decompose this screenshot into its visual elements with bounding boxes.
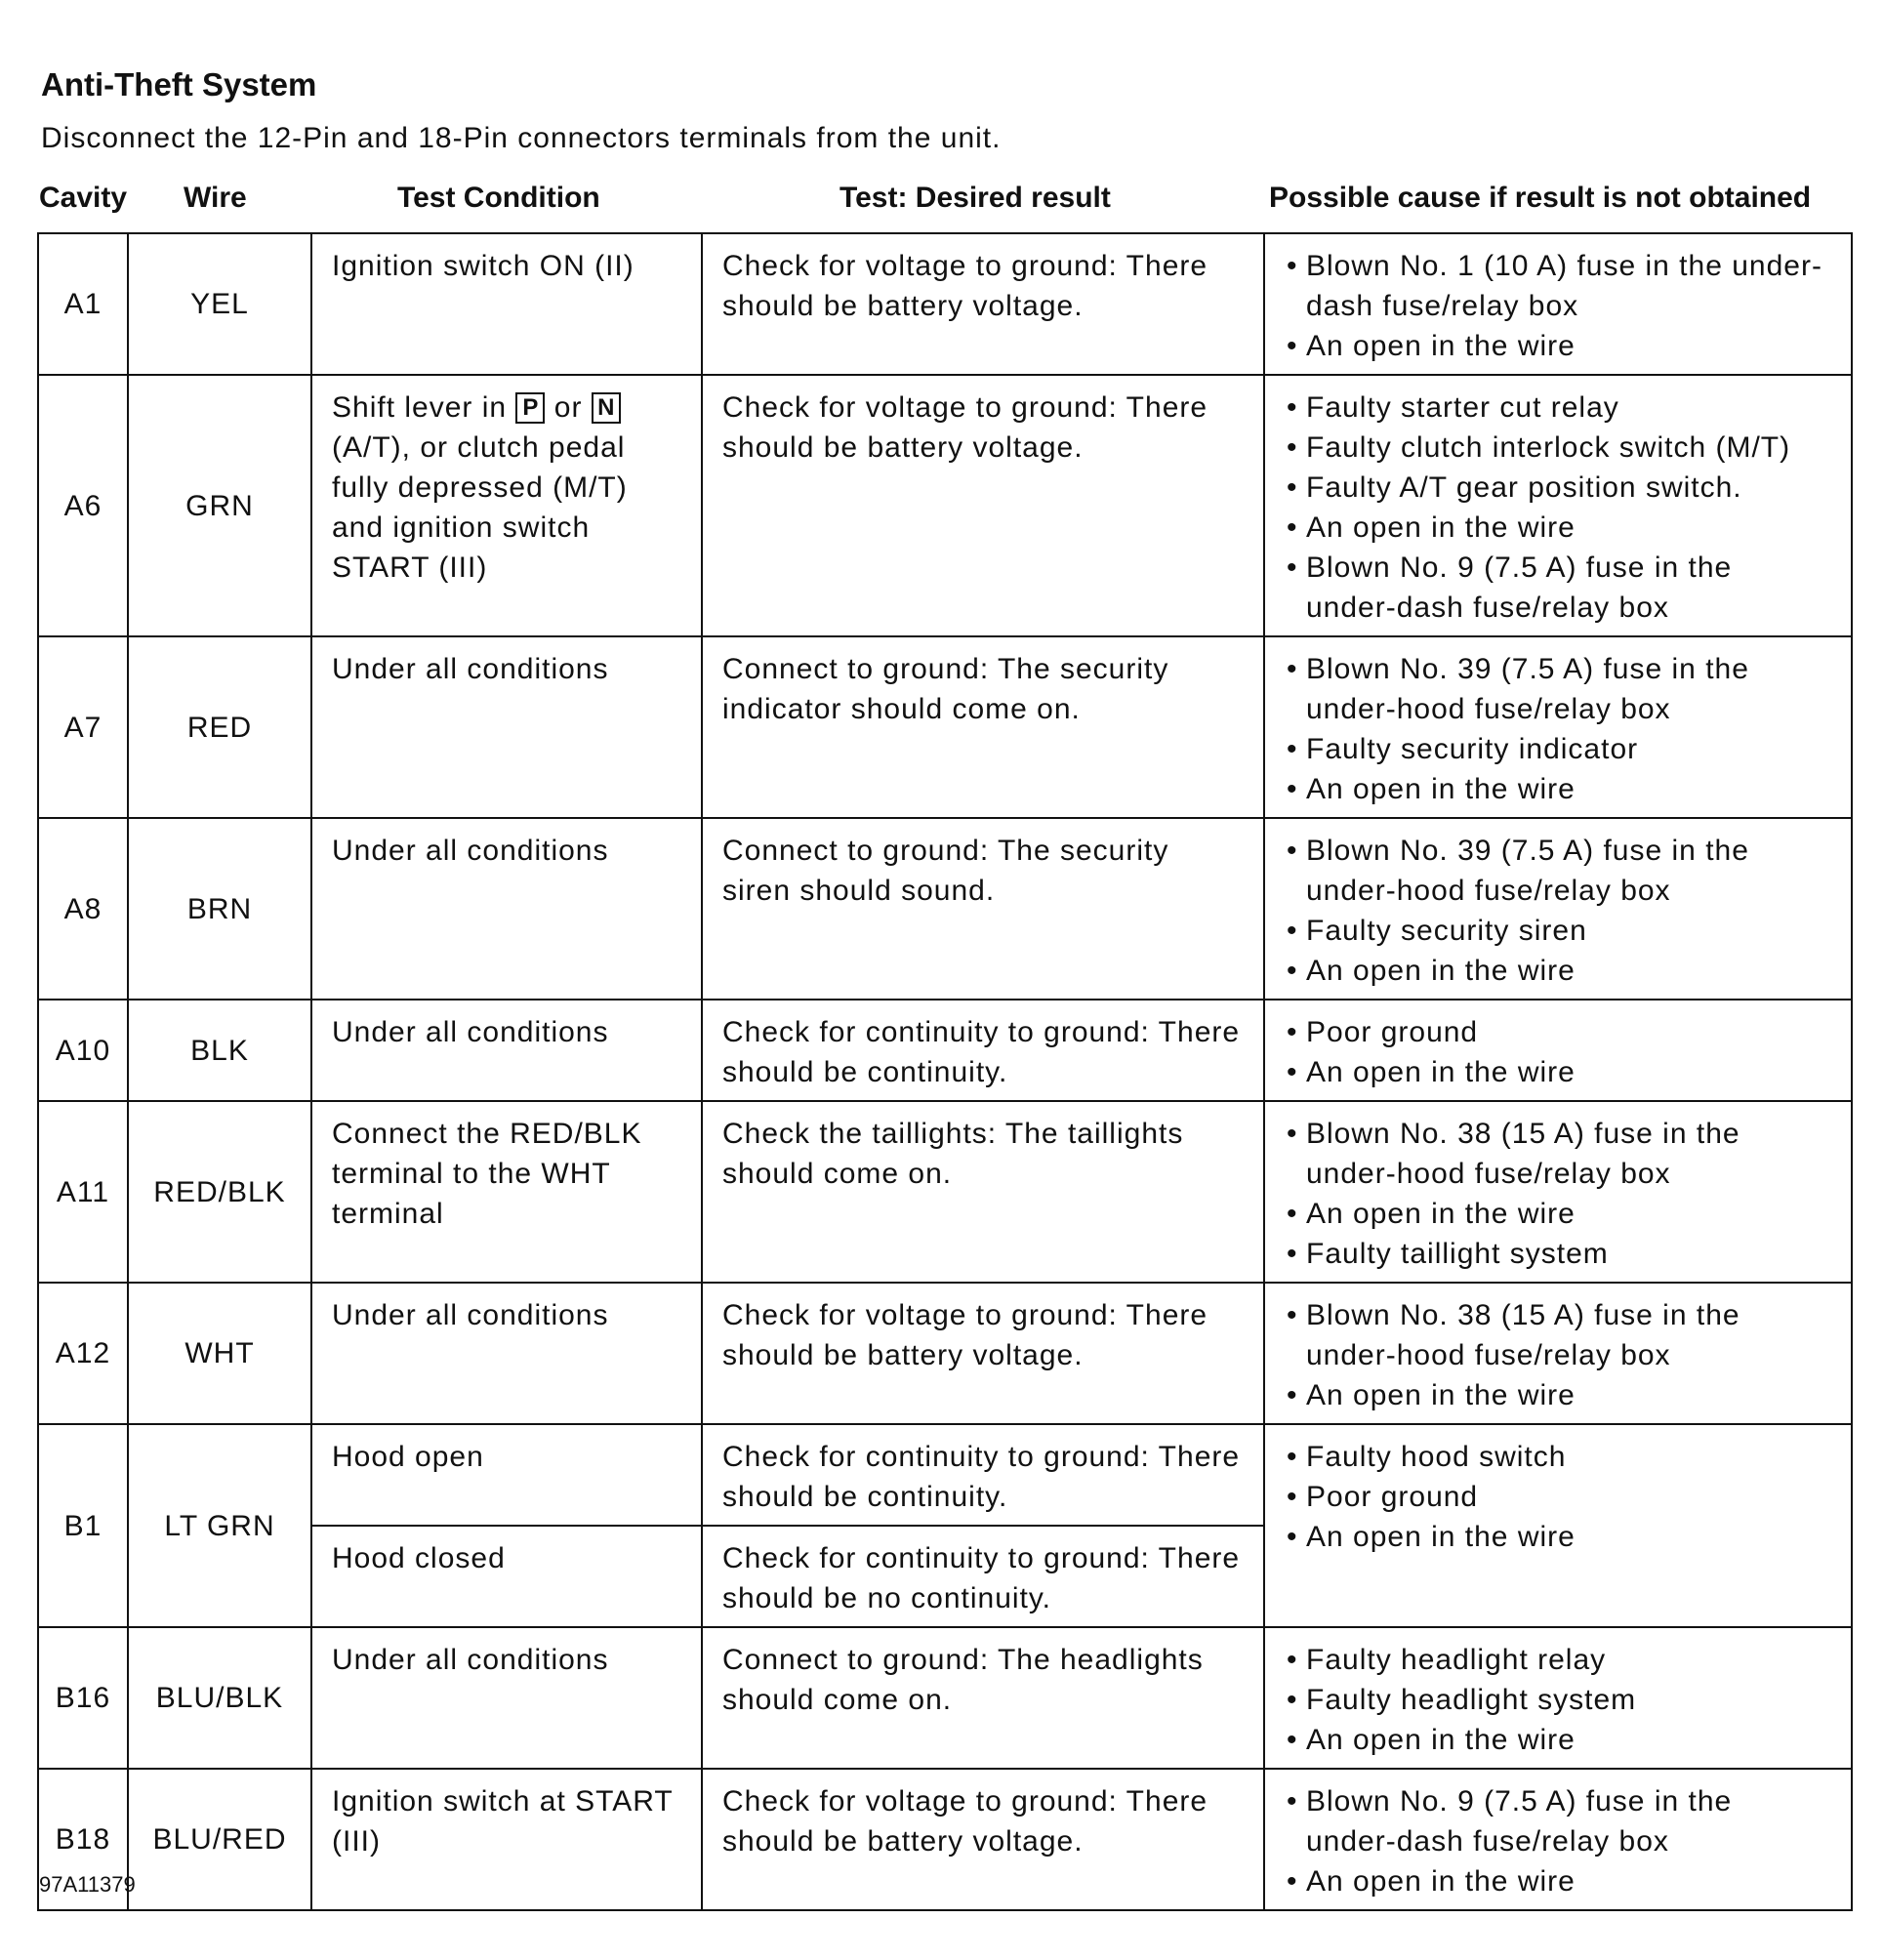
- result-cell: Check the taillights: The taillights should come on.: [702, 1101, 1264, 1283]
- cause-item: • Faulty taillight system: [1285, 1234, 1831, 1274]
- condition-text: or: [553, 391, 583, 424]
- wire-cell: BLK: [128, 1000, 311, 1101]
- table-row: [38, 1000, 1852, 1101]
- table-row: [38, 818, 1852, 1000]
- cause-item: • Poor ground: [1285, 1012, 1831, 1052]
- condition-cell: Under all conditions: [311, 1000, 702, 1101]
- result-cell: Connect to ground: The security indicator should come on.: [702, 636, 1264, 818]
- cause-item: • An open in the wire: [1285, 1517, 1831, 1557]
- wire-cell: YEL: [128, 233, 311, 375]
- cavity-cell: A7: [38, 636, 128, 818]
- cause-item: • An open in the wire: [1285, 1375, 1831, 1415]
- cause-item: • Blown No. 39 (7.5 A) fuse in the under-hood fuse/relay box: [1285, 831, 1831, 911]
- cavity-cell: B16: [38, 1627, 128, 1769]
- cause-cell: [1264, 1000, 1852, 1101]
- gear-n-symbol: N: [592, 392, 621, 424]
- cause-item: • Faulty A/T gear position switch.: [1285, 468, 1831, 508]
- cause-item: • Blown No. 1 (10 A) fuse in the under-dash fuse/relay box: [1285, 246, 1831, 326]
- wire-cell: GRN: [128, 375, 311, 636]
- table-row: [38, 1627, 1852, 1769]
- table-row: [38, 1769, 1852, 1910]
- cause-cell: [1264, 1101, 1852, 1283]
- condition-cell: Under all conditions: [311, 1283, 702, 1424]
- cause-cell: [1264, 1627, 1852, 1769]
- wire-cell: BLU/BLK: [128, 1627, 311, 1769]
- cavity-cell: A6: [38, 375, 128, 636]
- result-cell: Check for voltage to ground: There should be battery voltage.: [702, 1769, 1264, 1910]
- cause-item: • Faulty starter cut relay: [1285, 388, 1831, 428]
- cause-item: • Poor ground: [1285, 1477, 1831, 1517]
- cause-cell: [1264, 818, 1852, 1000]
- cause-item: • Blown No. 38 (15 A) fuse in the under-hood fuse/relay box: [1285, 1114, 1831, 1194]
- cause-item: • An open in the wire: [1285, 508, 1831, 548]
- table-row: [38, 1424, 1852, 1526]
- cause-item: • An open in the wire: [1285, 1861, 1831, 1901]
- figure-id: 97A11379: [39, 1872, 136, 1897]
- condition-cell: Hood open: [311, 1424, 702, 1526]
- table-row: [38, 636, 1852, 818]
- result-cell: Connect to ground: The security siren should sound.: [702, 818, 1264, 1000]
- wire-cell: BRN: [128, 818, 311, 1000]
- cavity-cell: B1: [38, 1424, 128, 1627]
- condition-cell: Under all conditions: [311, 636, 702, 818]
- page-title: Anti-Theft System: [41, 66, 317, 102]
- header-possible-cause: Possible cause if result is not obtained: [1269, 182, 1812, 214]
- cause-item: • Faulty security indicator: [1285, 729, 1831, 769]
- condition-cell: Under all conditions: [311, 818, 702, 1000]
- condition-cell: Ignition switch at START (III): [311, 1769, 702, 1910]
- condition-text: Shift lever in: [332, 391, 508, 424]
- table-row: [38, 233, 1852, 375]
- cause-item: • An open in the wire: [1285, 1720, 1831, 1760]
- result-cell: Check for voltage to ground: There should be battery voltage.: [702, 1283, 1264, 1424]
- result-cell: Check for continuity to ground: There should be continuity.: [702, 1424, 1264, 1526]
- table-row: [38, 1101, 1852, 1283]
- condition-cell: Connect the RED/BLK terminal to the WHT terminal: [311, 1101, 702, 1283]
- gear-p-symbol: P: [515, 392, 545, 424]
- cause-cell: [1264, 636, 1852, 818]
- cause-item: • Faulty headlight relay: [1285, 1640, 1831, 1680]
- cause-item: • Blown No. 9 (7.5 A) fuse in the under-dash fuse/relay box: [1285, 1781, 1831, 1861]
- cavity-cell: A10: [38, 1000, 128, 1101]
- cavity-cell: B18: [38, 1769, 128, 1910]
- cause-item: • An open in the wire: [1285, 326, 1831, 366]
- cause-item: • Faulty hood switch: [1285, 1437, 1831, 1477]
- table-row: [38, 1283, 1852, 1424]
- cause-item: • Blown No. 39 (7.5 A) fuse in the under-hood fuse/relay box: [1285, 649, 1831, 729]
- cause-item: • Blown No. 9 (7.5 A) fuse in the under-dash fuse/relay box: [1285, 548, 1831, 628]
- cause-item: • An open in the wire: [1285, 1052, 1831, 1092]
- cause-item: • Blown No. 38 (15 A) fuse in the under-hood fuse/relay box: [1285, 1295, 1831, 1375]
- header-test-condition: Test Condition: [397, 182, 600, 214]
- cause-cell: [1264, 1424, 1852, 1627]
- cause-item: • An open in the wire: [1285, 951, 1831, 991]
- result-cell: Connect to ground: The headlights should come on.: [702, 1627, 1264, 1769]
- header-desired-result: Test: Desired result: [839, 182, 1111, 214]
- condition-cell: Under all conditions: [311, 1627, 702, 1769]
- intro-text: Disconnect the 12-Pin and 18-Pin connectors terminals from the unit.: [41, 122, 1002, 154]
- result-cell: Check for voltage to ground: There should be battery voltage.: [702, 233, 1264, 375]
- cause-item: • Faulty clutch interlock switch (M/T): [1285, 428, 1831, 468]
- cavity-cell: A12: [38, 1283, 128, 1424]
- wire-cell: BLU/RED: [128, 1769, 311, 1910]
- result-cell: Check for continuity to ground: There should be continuity.: [702, 1000, 1264, 1101]
- condition-text: (A/T), or clutch pedal fully depressed (M/T) and ignition switch START (III): [332, 431, 628, 584]
- cause-item: • Faulty security siren: [1285, 911, 1831, 951]
- table-row: [38, 375, 1852, 636]
- cause-cell: [1264, 233, 1852, 375]
- wire-cell: LT GRN: [128, 1424, 311, 1627]
- cause-cell: [1264, 1769, 1852, 1910]
- cause-cell: [1264, 375, 1852, 636]
- cause-item: • An open in the wire: [1285, 1194, 1831, 1234]
- condition-cell: [311, 375, 702, 636]
- wire-cell: RED: [128, 636, 311, 818]
- header-cavity: Cavity: [39, 182, 128, 214]
- condition-cell: Ignition switch ON (II): [311, 233, 702, 375]
- cavity-cell: A8: [38, 818, 128, 1000]
- result-cell: Check for continuity to ground: There should be no continuity.: [702, 1526, 1264, 1627]
- result-cell: Check for voltage to ground: There should be battery voltage.: [702, 375, 1264, 636]
- cavity-cell: A11: [38, 1101, 128, 1283]
- cause-item: • An open in the wire: [1285, 769, 1831, 809]
- cause-cell: [1264, 1283, 1852, 1424]
- wire-cell: RED/BLK: [128, 1101, 311, 1283]
- wire-cell: WHT: [128, 1283, 311, 1424]
- header-wire: Wire: [184, 182, 247, 214]
- condition-cell: Hood closed: [311, 1526, 702, 1627]
- test-table: [37, 232, 1853, 1911]
- cause-item: • Faulty headlight system: [1285, 1680, 1831, 1720]
- cavity-cell: A1: [38, 233, 128, 375]
